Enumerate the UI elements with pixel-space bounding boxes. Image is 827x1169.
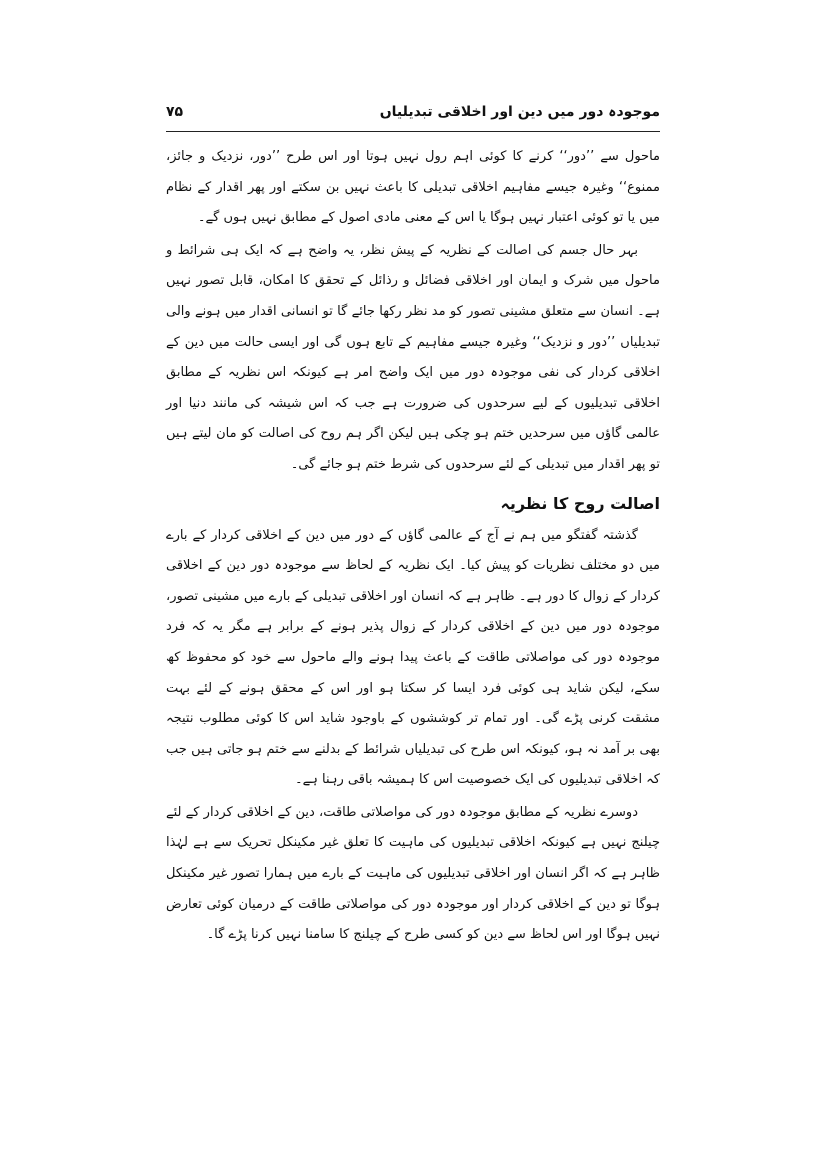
paragraph: بہر حال جسم کی اصالت کے نظریہ کے پیش نظر، یہ واضح ہے کہ ایک ہی شرائط و ماحول میں شرک و ایمان اور اخلاقی فضائل و رذائل کے تحقق کا امکان، قابل تصور نہیں ہے۔ انسان سے متعلق مشینی تصور کو مد نظر رکھا جائے گا تو انسانی اقدار میں ہونے والی تبدیلیاں ’’دور و نزدیک‘‘ وغیرہ جیسے مفاہیم کے تابع ہوں گی اور ایسی حالت میں دین کے اخلاقی کردار کی نفی موجودہ دور میں ایک واضح امر ہے کیونکہ اس نظریہ کے مطابق اخلاقی تبدیلیوں کے لیے سرحدوں کی ضرورت ہے جب کہ اس شیشہ کی مانند دنیا اور عالمی گاؤں میں سرحدیں ختم ہو چکی ہیں لیکن اگر ہم روح کی اصالت کو مان لیتے ہیں تو پھر اقدار میں تبدیلی کے لئے سرحدوں کی شرط ختم ہو جائے گی۔ [166, 242, 660, 472]
running-header [166, 102, 660, 128]
page-number: ۷۵ [166, 104, 184, 120]
body-text [166, 142, 660, 953]
header-divider [166, 131, 660, 132]
running-header-title: موجودہ دور میں دین اور اخلاقی تبدیلیاں [379, 104, 660, 120]
paragraph: گذشتہ گفتگو میں ہم نے آج کے عالمی گاؤں کے دور میں دین کے اخلاقی کردار کے بارے میں دو مختلف نظریات کو پیش کیا۔ ایک نظریہ کے لحاظ سے موجودہ دور دین کے اخلاقی کردار کے زوال کا دور ہے۔ ظاہر ہے کہ انسان اور اخلاقی تبدیلی کے بارے میں مشینی تصور، موجودہ دور میں دین کے اخلاقی کردار کے زوال پذیر ہونے کے برابر ہے مگر یہ کہ فرد موجودہ دور کی مواصلاتی طاقت کے باعث پیدا ہونے والے ماحول سے خود کو محفوظ کھ سکے، لیکن شاید ہی کوئی فرد ایسا کر سکتا ہو اور اس کے محقق ہونے کے لئے بہت مشقت کرنی پڑے گی۔ اور تمام تر کوششوں کے باوجود شاید اس کا کوئی مطلوب نتیجہ بھی بر آمد نہ ہو، کیونکہ اس طرح کی تبدیلیاں شرائط کے بدلنے سے ختم ہو جاتی ہیں جب کہ اخلاقی تبدیلیوں کی ایک خصوصیت اس کا ہمیشہ باقی رہنا ہے۔ [166, 527, 660, 788]
section-heading: اصالت روح کا نظریہ [500, 493, 660, 513]
paragraph: دوسرے نظریہ کے مطابق موجودہ دور کی مواصلاتی طاقت، دین کے اخلاقی کردار کے لئے چیلنج نہیں ہے کیونکہ اخلاقی تبدیلیوں کی ماہیت کا تعلق غیر مکینکل تحریک سے ہے لہٰذا ظاہر ہے کہ اگر انسان اور اخلاقی تبدیلیوں کی ماہیت کے بارے میں ہمارا تصور غیر مکینکل ہوگا تو دین کے اخلاقی کردار اور موجودہ دور کی مواصلاتی طاقت کے درمیان کوئی تعارض نہیں ہوگا اور اس لحاظ سے دین کو کسی طرح کے چیلنج کا سامنا نہیں کرنا پڑے گا۔ [166, 804, 660, 943]
paragraph: ماحول سے ’’دور‘‘ کرنے کا کوئی اہم رول نہیں ہوتا اور اس طرح ’’دور، نزدیک و جائز، ممنوع‘‘ وغیرہ جیسے مفاہیم اخلاقی تبدیلی کا باعث نہیں بن سکتے اور پھر اقدار کے نظام میں یا تو کوئی اعتبار نہیں ہوگا یا اس کے معنی مادی اصول کے مطابق نہیں ہوں گے۔ [166, 149, 660, 226]
